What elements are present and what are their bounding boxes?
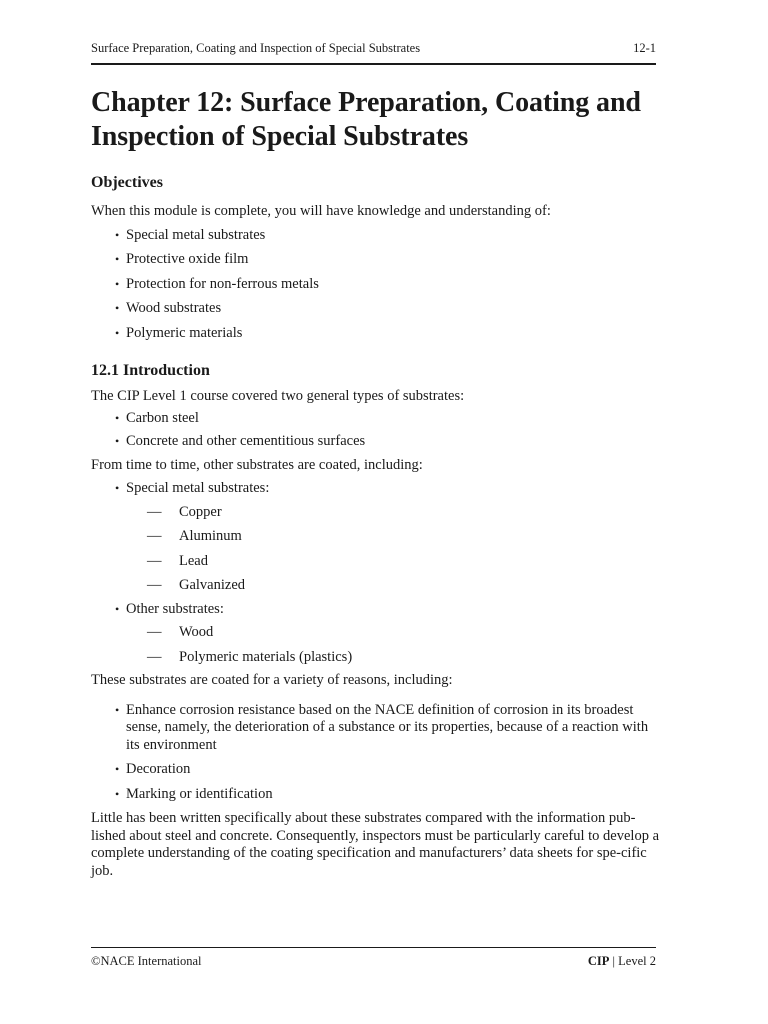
chapter-title: Chapter 12: Surface Preparation, Coating and Inspection of Special Substrates bbox=[91, 87, 641, 152]
page-body bbox=[91, 86, 671, 880]
list-item: • Marking or identification bbox=[91, 786, 671, 804]
list-item: — Polymeric materials (plastics) bbox=[91, 649, 671, 667]
special-metals-list bbox=[91, 504, 671, 595]
reasons-list bbox=[91, 702, 671, 804]
objectives-heading: Objectives bbox=[91, 174, 163, 191]
other-substrates-list bbox=[91, 480, 671, 498]
footer-separator: | bbox=[609, 954, 619, 968]
course-level bbox=[588, 954, 656, 969]
intro-paragraph-4: Little has been written specifically about these substrates compared with the information pub-lished about steel and concrete. Consequently, inspectors must be particularly careful to develop a complete understanding of the coating specification and manufacturers’ data sheets for spe-cific job. bbox=[91, 810, 659, 879]
objectives-list bbox=[91, 227, 671, 343]
intro-paragraph-2: From time to time, other substrates are coated, including: bbox=[91, 456, 423, 473]
list-item: — Lead bbox=[91, 553, 671, 571]
page-footer bbox=[91, 947, 656, 969]
special-metals-label: Special metal substrates: bbox=[126, 480, 270, 496]
course-name: CIP bbox=[587, 954, 610, 968]
list-item: • Decoration bbox=[91, 761, 671, 779]
list-item bbox=[91, 480, 671, 498]
list-item: • Concrete and other cementitious surfaces bbox=[91, 433, 671, 451]
list-item: — Copper bbox=[91, 504, 671, 522]
list-item: — Aluminum bbox=[91, 528, 671, 546]
running-header bbox=[91, 41, 656, 65]
list-item: — Wood bbox=[91, 624, 671, 642]
list-item: • Carbon steel bbox=[91, 410, 671, 428]
intro-paragraph-3: These substrates are coated for a variety of reasons, including: bbox=[91, 672, 453, 688]
intro-paragraph-1: The CIP Level 1 course covered two general types of substrates: bbox=[91, 388, 465, 404]
list-item: • Protective oxide film bbox=[91, 251, 671, 269]
other-items-list bbox=[91, 624, 671, 666]
level-label: Level 2 bbox=[618, 954, 656, 968]
list-item: • Protection for non-ferrous metals bbox=[91, 276, 671, 294]
objectives-intro: When this module is complete, you will have knowledge and understanding of: bbox=[91, 203, 551, 219]
substrate-types-list bbox=[91, 410, 671, 451]
page-number: 12-1 bbox=[633, 41, 656, 55]
list-item: • Polymeric materials bbox=[91, 325, 671, 343]
other-substrates-label: Other substrates: bbox=[126, 600, 224, 617]
running-header-title: Surface Preparation, Coating and Inspection of Special Substrates bbox=[91, 41, 421, 55]
list-item: — Galvanized bbox=[91, 577, 671, 595]
copyright: ©NACE International bbox=[91, 954, 202, 968]
list-item: • Wood substrates bbox=[91, 300, 671, 318]
other-substrates-label-list bbox=[91, 601, 671, 619]
introduction-heading: 12.1 Introduction bbox=[91, 362, 210, 379]
list-item bbox=[91, 601, 671, 619]
list-item: • Enhance corrosion resistance based on the NACE definition of corrosion in its broadest sense, namely, the deterioration of a substance or its properties, because of a reaction with its environment bbox=[91, 702, 656, 755]
list-item: • Special metal substrates bbox=[91, 227, 671, 245]
